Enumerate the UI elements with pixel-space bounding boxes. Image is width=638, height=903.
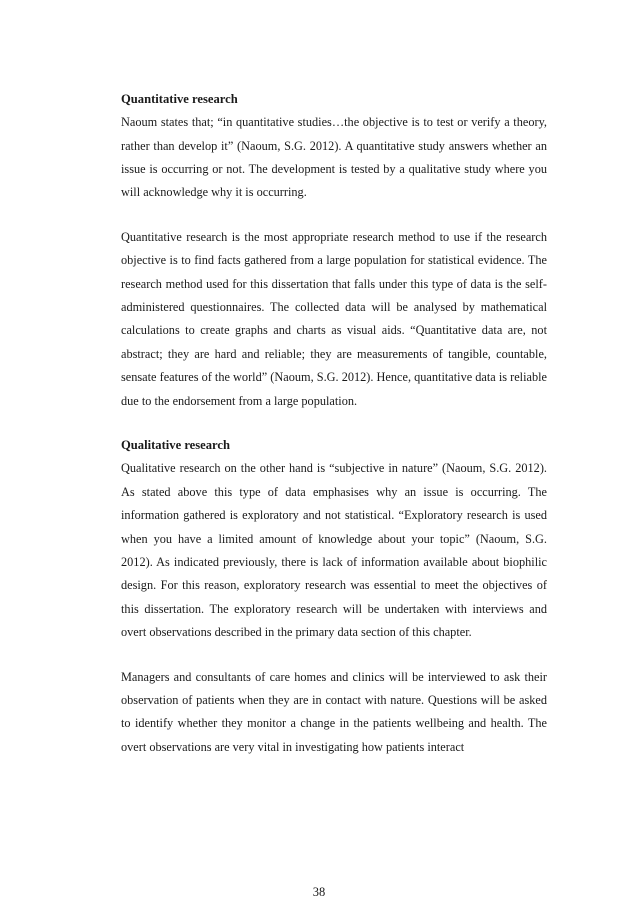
paragraph-spacer <box>121 205 547 226</box>
quantitative-paragraph-2: Quantitative research is the most appropriate research method to use if the research objective is to find facts gathered from a large population for statistical evidence. The research method used for this dissertation that falls under this type of data is the self-administered questionnaires. The collected data will be analysed by mathematical calculations to create graphs and charts as visual aids. “Quantitative data are, not abstract; they are hard and reliable; they are measurements of tangible, countable, sensate features of the world” (Naoum, S.G. 2012). Hence, quantitative data is reliable due to the endorsement from a large population. <box>121 229 547 408</box>
qualitative-paragraph-2: Managers and consultants of care homes and clinics will be interviewed to ask their observation of patients when they are in contact with nature. Questions will be asked to identify whether they monitor a change in the patients wellbeing and health. The overt observations are very vital in investigating how patients interact <box>121 669 547 754</box>
quantitative-paragraph-1: Naoum states that; “in quantitative studies…the objective is to test or verify a theory, rather than develop it” (Naoum, S.G. 2012). A quantitative study answers whether an issue is occurring or not. The development is tested by a qualitative study where you will acknowledge why it is occurring. <box>121 115 547 200</box>
page-number: 38 <box>312 885 326 899</box>
page-body <box>121 88 547 759</box>
qualitative-paragraph-1: Qualitative research on the other hand is “subjective in nature” (Naoum, S.G. 2012). As stated above this type of data emphasises why an issue is occurring. The information gathered is exploratory and not statistical. “Exploratory research is used when you have a limited amount of knowledge about your topic” (Naoum, S.G. 2012). As indicated previously, there is lack of information available about biophilic design. For this reason, exploratory research was essential to meet the objectives of this dissertation. The exploratory research will be undertaken with interviews and overt observations described in the primary data section of this chapter. <box>121 461 547 640</box>
paragraph-spacer <box>121 645 547 666</box>
qualitative-research-heading: Qualitative research <box>121 438 231 453</box>
paragraph-spacer <box>121 413 547 434</box>
quantitative-research-heading: Quantitative research <box>121 92 238 106</box>
